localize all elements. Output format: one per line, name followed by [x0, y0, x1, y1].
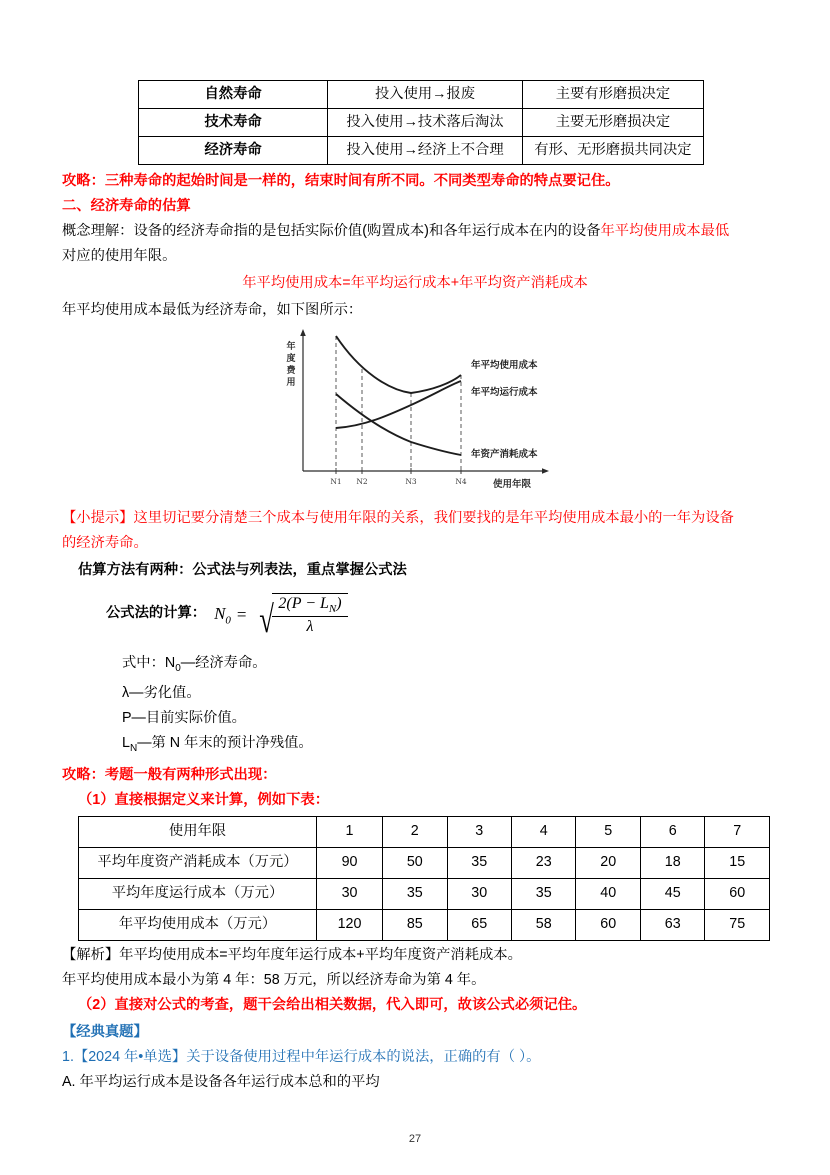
strategy-note-1: 攻略：三种寿命的起始时间是一样的，结束时间有所不同。不同类型寿命的特点要记住。 — [62, 173, 620, 189]
formula-denominator: λ — [272, 616, 347, 637]
chart-label-asset-cost: 年资产消耗成本 — [471, 449, 538, 460]
svg-text:年: 年 — [286, 342, 296, 352]
concept-text-prefix: 概念理解：设备的经济寿命指的是包括实际价值(购置成本)和各年运行成本在内的设备 — [62, 223, 601, 239]
formula-legend-intro: 式中： — [122, 655, 165, 672]
cost-running-y3: 30 — [447, 878, 511, 909]
cost-asset-y5: 20 — [576, 847, 640, 878]
formula-fraction — [272, 593, 347, 637]
cost-running-y4: 35 — [512, 878, 576, 909]
table-row — [79, 847, 770, 878]
cost-use-y1: 120 — [317, 909, 383, 940]
exam-form-2: （2）直接对公式的考查，题干会给出相关数据，代入即可，故该公式必须记住。 — [78, 996, 587, 1013]
lifespan-decider-technical: 主要无形磨损决定 — [522, 109, 703, 137]
lifespan-decider-economic: 有形、无形磨损共同决定 — [522, 137, 703, 165]
cost-asset-y2: 50 — [383, 847, 447, 878]
chart-guidelines — [336, 336, 461, 470]
cost-asset-y6: 18 — [640, 847, 704, 878]
cost-table-year-4: 4 — [512, 816, 576, 847]
legend-text-lambda: —劣化值。 — [129, 685, 201, 702]
legend-text-ln: —第 N 年末的预计净残值。 — [137, 735, 313, 752]
formula-lhs-symbol: N — [214, 603, 226, 623]
cost-table-year-6: 6 — [640, 816, 704, 847]
svg-text:用: 用 — [286, 378, 296, 388]
formula-radical — [253, 593, 348, 642]
formula-legend-ln — [62, 731, 768, 761]
exam-form-1: （1）直接根据定义来计算，例如下表： — [78, 791, 329, 808]
cost-use-y7: 75 — [705, 909, 770, 940]
lifespan-process-natural: 投入使用→报废 — [328, 81, 523, 109]
cost-running-y1: 30 — [317, 878, 383, 909]
concept-paragraph — [62, 219, 768, 269]
legend-symbol-n0: N — [164, 655, 176, 672]
chart-intro-text: 年平均使用成本最低为经济寿命，如下图所示： — [62, 302, 363, 318]
lifespan-process-economic: 投入使用→经济上不合理 — [328, 137, 523, 165]
table-row — [79, 816, 770, 847]
page-number: 27 — [408, 1133, 422, 1145]
chart-y-axis-arrow — [300, 329, 306, 336]
concept-text-suffix: 对应的使用年限。 — [62, 248, 177, 264]
chart-label-running-cost: 年平均运行成本 — [471, 387, 538, 398]
cost-row-label-running: 平均年度运行成本（万元） — [79, 878, 317, 909]
lifespan-process-technical: 投入使用→技术落后淘汰 — [328, 109, 523, 137]
cost-running-y7: 60 — [705, 878, 770, 909]
square-root-icon: √ — [258, 599, 274, 642]
chart-svg — [265, 327, 565, 495]
cost-table-year-3: 3 — [447, 816, 511, 847]
analysis-line-1: 【解析】年平均使用成本=平均年度年运行成本+平均年度资产消耗成本。 — [62, 946, 522, 963]
cost-use-y4: 58 — [512, 909, 576, 940]
table-row — [79, 878, 770, 909]
average-cost-equation: 年平均使用成本=年平均运行成本+年平均资产消耗成本 — [242, 275, 588, 291]
chart-label-use-cost: 年平均使用成本 — [471, 360, 538, 371]
classic-questions-title: 【经典真题】 — [62, 1023, 148, 1040]
svg-text:费: 费 — [286, 366, 296, 376]
formula-numerator-tail: ) — [336, 595, 342, 612]
cost-table-year-5: 5 — [576, 816, 640, 847]
formula-lead-label: 公式法的计算： — [106, 605, 207, 621]
chart-xtick-n2: N2 — [356, 477, 368, 486]
cost-table-year-2: 2 — [383, 816, 447, 847]
cost-row-label-asset: 平均年度资产消耗成本（万元） — [79, 847, 317, 878]
cost-table-year-7: 7 — [705, 816, 770, 847]
chart-x-axis-arrow — [542, 468, 549, 474]
strategy-note-2: 攻略：考题一般有两种形式出现： — [62, 766, 277, 783]
small-tip-note — [62, 506, 768, 556]
formula-legend-n0 — [62, 651, 768, 681]
formula-lhs-subscript: 0 — [225, 614, 231, 627]
formula-legend-lambda — [62, 681, 768, 706]
legend-symbol-p: P — [122, 710, 132, 727]
table-row — [139, 137, 704, 165]
tip-line-1: 【小提示】这里切记要分清楚三个成本与使用年限的关系，我们要找的是年平均使用成本最小的一年为设备 — [62, 510, 734, 526]
formula-numerator-main: 2(P − L — [278, 595, 329, 612]
lifespan-type-technical: 技术寿命 — [139, 109, 328, 137]
table-row — [139, 81, 704, 109]
table-row — [79, 909, 770, 940]
economic-life-chart — [62, 327, 768, 500]
concept-text-highlight: 年平均使用成本最低 — [600, 223, 730, 239]
tip-line-2: 的经济寿命。 — [62, 535, 148, 551]
lifespan-type-economic: 经济寿命 — [139, 137, 328, 165]
lifespan-table — [138, 80, 704, 165]
legend-subscript-ln: N — [129, 742, 138, 754]
formula-lhs — [214, 604, 231, 626]
cost-running-y6: 45 — [640, 878, 704, 909]
cost-use-y6: 63 — [640, 909, 704, 940]
chart-xtick-n3: N3 — [405, 477, 417, 486]
cost-asset-y1: 90 — [317, 847, 383, 878]
table-row — [139, 109, 704, 137]
cost-asset-y4: 23 — [512, 847, 576, 878]
svg-text:度: 度 — [286, 354, 296, 364]
page-content — [62, 80, 768, 1095]
cost-asset-y7: 15 — [705, 847, 770, 878]
cost-table-year-1: 1 — [317, 816, 383, 847]
cost-running-y2: 35 — [383, 878, 447, 909]
cost-data-table — [78, 816, 770, 941]
exam-question-1-option-a: A. 年平均运行成本是设备各年运行成本总和的平均 — [62, 1073, 380, 1090]
exam-question-1: 1.【2024 年•单选】关于设备使用过程中年运行成本的说法，正确的有（ ）。 — [62, 1048, 541, 1065]
cost-table-header-label: 使用年限 — [79, 816, 317, 847]
legend-text-n0: —经济寿命。 — [180, 655, 267, 672]
formula-legend-p — [62, 706, 768, 731]
lifespan-type-natural: 自然寿命 — [139, 81, 328, 109]
legend-subscript-n0: 0 — [175, 663, 181, 675]
formula-numerator — [272, 594, 347, 616]
chart-xtick-n4: N4 — [455, 477, 467, 486]
section-heading-economic-life: 二、经济寿命的估算 — [62, 198, 191, 214]
legend-symbol-lambda: λ — [122, 685, 130, 702]
chart-y-axis-label — [286, 340, 296, 388]
analysis-line-2: 年平均使用成本最小为第 4 年：58 万元，所以经济寿命为第 4 年。 — [62, 971, 486, 988]
legend-text-p: —目前实际价值。 — [131, 710, 246, 727]
legend-symbol-ln: L — [122, 735, 130, 752]
chart-curve-annual-average-use-cost — [336, 336, 461, 393]
chart-curve-annual-average-running-cost — [336, 381, 461, 428]
formula-numerator-subscript: N — [328, 603, 337, 616]
formula-block — [62, 593, 768, 642]
estimation-methods-heading: 估算方法有两种：公式法与列表法，重点掌握公式法 — [78, 562, 407, 578]
cost-running-y5: 40 — [576, 878, 640, 909]
formula-expression — [214, 593, 347, 642]
cost-use-y5: 60 — [576, 909, 640, 940]
cost-asset-y3: 35 — [447, 847, 511, 878]
chart-xtick-n1: N1 — [330, 477, 342, 486]
formula-equals: = — [236, 605, 247, 625]
cost-row-label-average-use: 年平均使用成本（万元） — [79, 909, 317, 940]
chart-x-axis-label: 使用年限 — [493, 479, 532, 490]
cost-use-y2: 85 — [383, 909, 447, 940]
cost-use-y3: 65 — [447, 909, 511, 940]
lifespan-decider-natural: 主要有形磨损决定 — [522, 81, 703, 109]
